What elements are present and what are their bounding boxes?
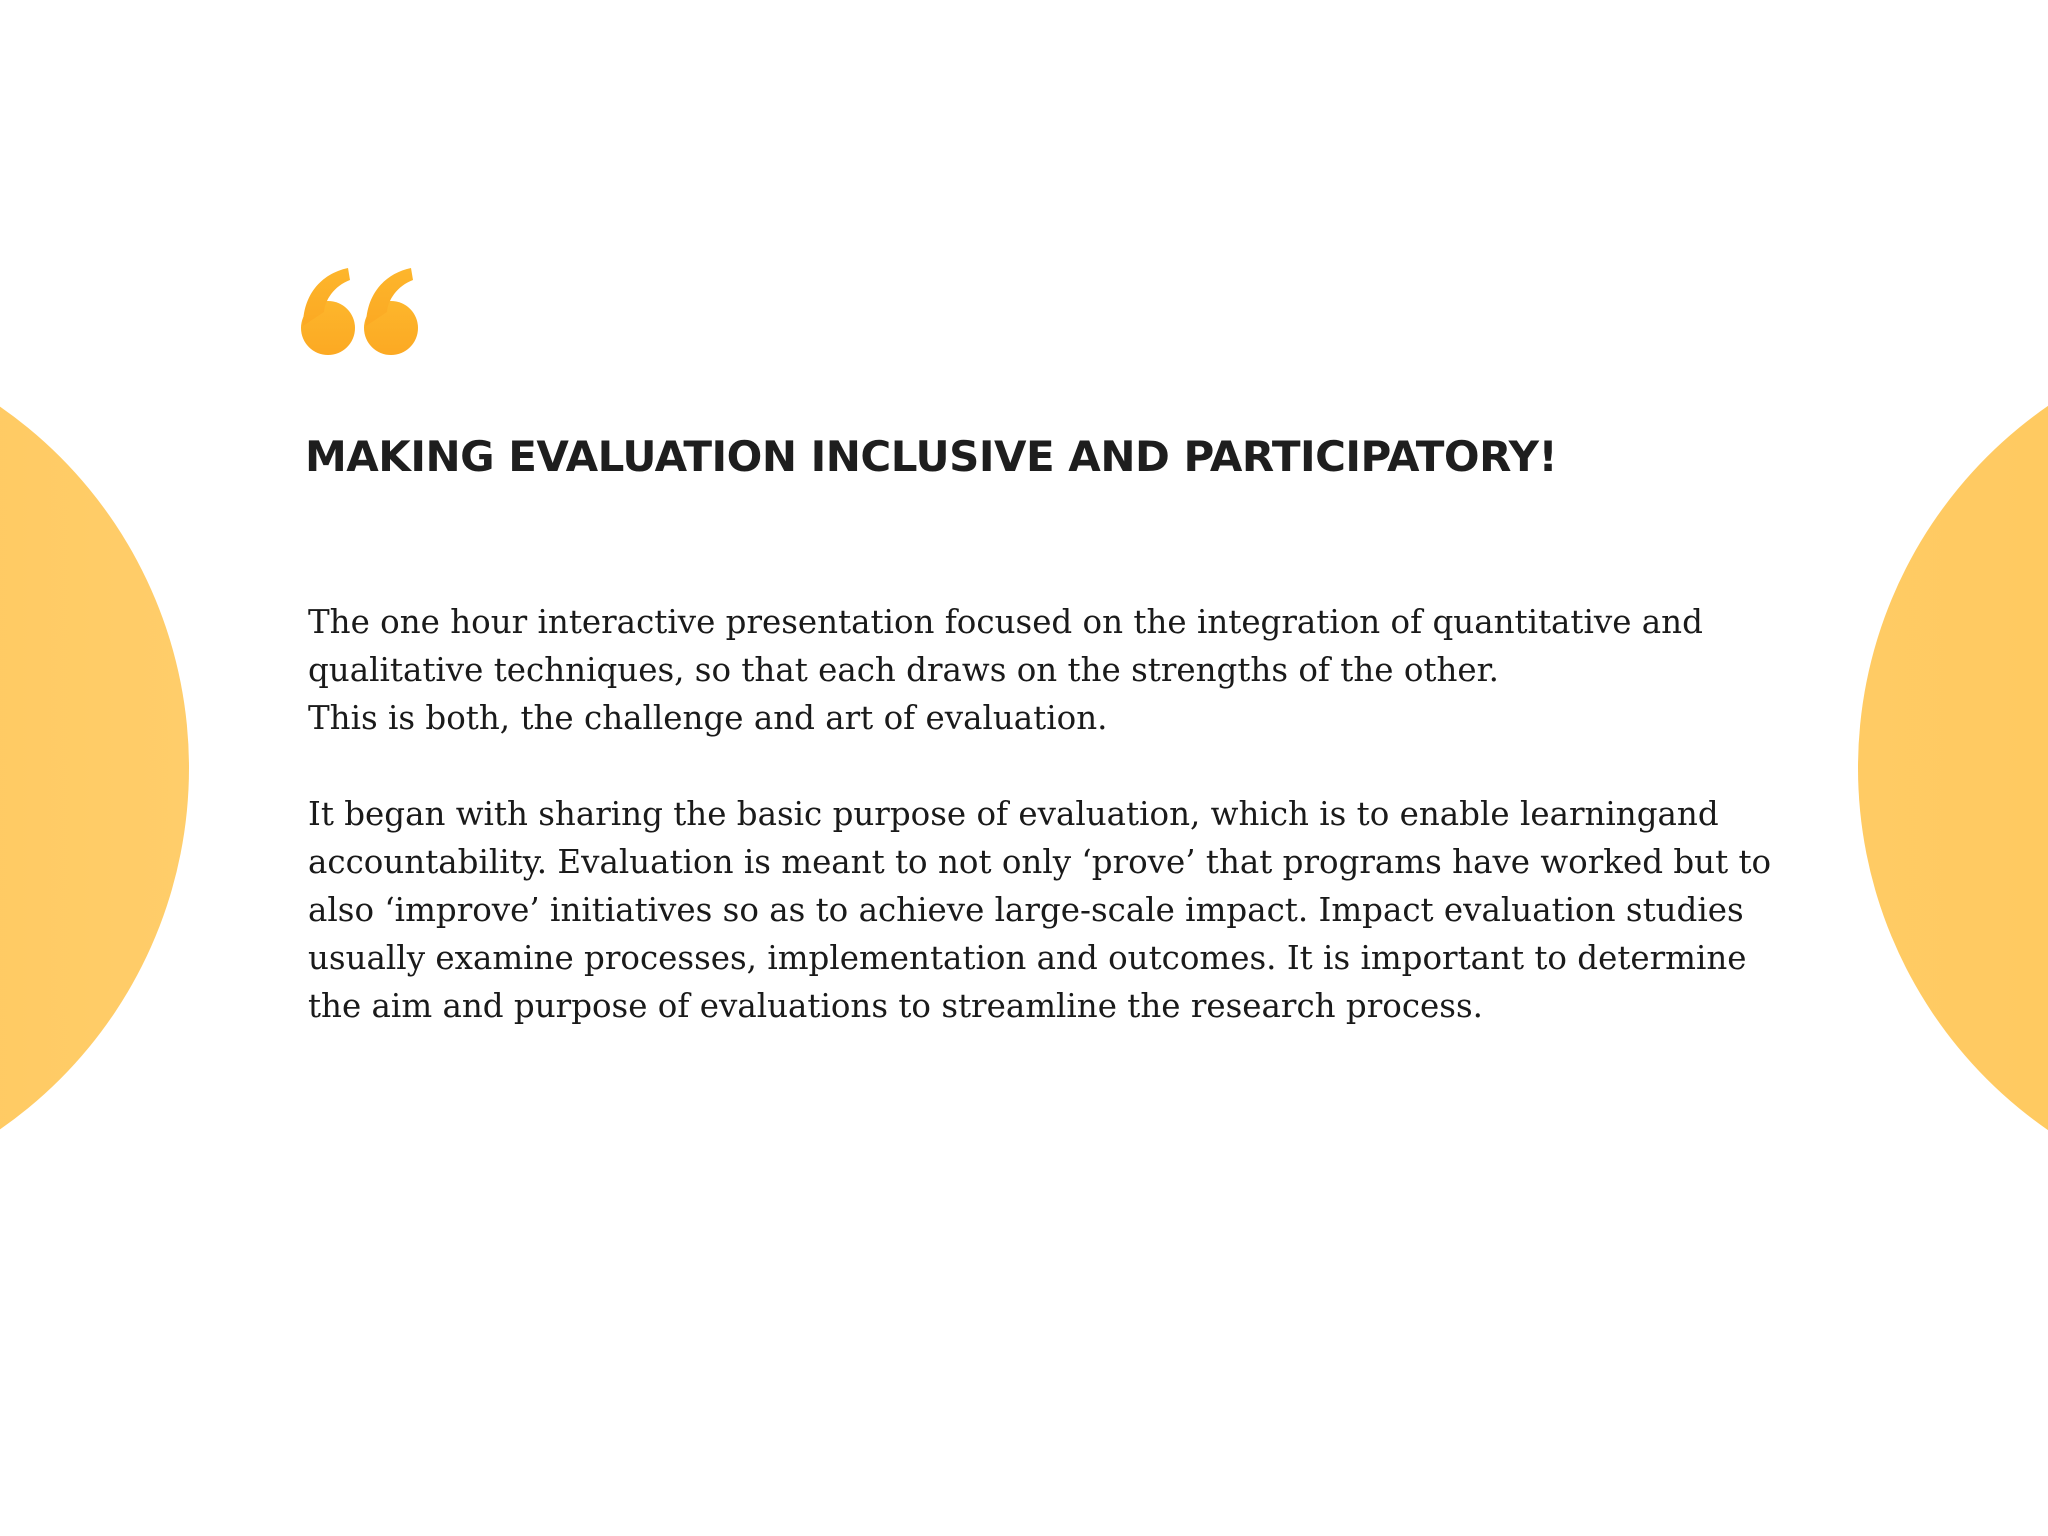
left-decorative-circle <box>0 328 189 1208</box>
paragraph-2-line-2: accountability. Evaluation is meant to not only ‘prove’ that programs have worked but to <box>308 843 1772 881</box>
paragraph-2-line-5: the aim and purpose of evaluations to streamline the research process. <box>308 987 1483 1025</box>
slide-heading: MAKING EVALUATION INCLUSIVE AND PARTICIPATORY! <box>305 432 1558 481</box>
paragraph-1-line-1: The one hour interactive presentation focused on the integration of quantitative and <box>308 603 1703 641</box>
body-text <box>308 598 1778 1030</box>
paragraph-2-line-4: usually examine processes, implementation and outcomes. It is important to determine <box>308 939 1747 977</box>
right-decorative-circle <box>1858 328 2048 1208</box>
paragraph-1-line-3: This is both, the challenge and art of evaluation. <box>308 699 1108 737</box>
paragraph-1 <box>308 598 1778 742</box>
paragraph-2-line-1: It began with sharing the basic purpose of evaluation, which is to enable learningand <box>308 795 1719 833</box>
paragraph-2-line-3: also ‘improve’ initiatives so as to achieve large-scale impact. Impact evaluation studies <box>308 891 1744 929</box>
paragraph-spacer <box>308 742 1778 790</box>
double-opening-quote-icon <box>300 266 424 356</box>
paragraph-2 <box>308 790 1778 1030</box>
paragraph-1-line-2: qualitative techniques, so that each draws on the strengths of the other. <box>308 651 1499 689</box>
